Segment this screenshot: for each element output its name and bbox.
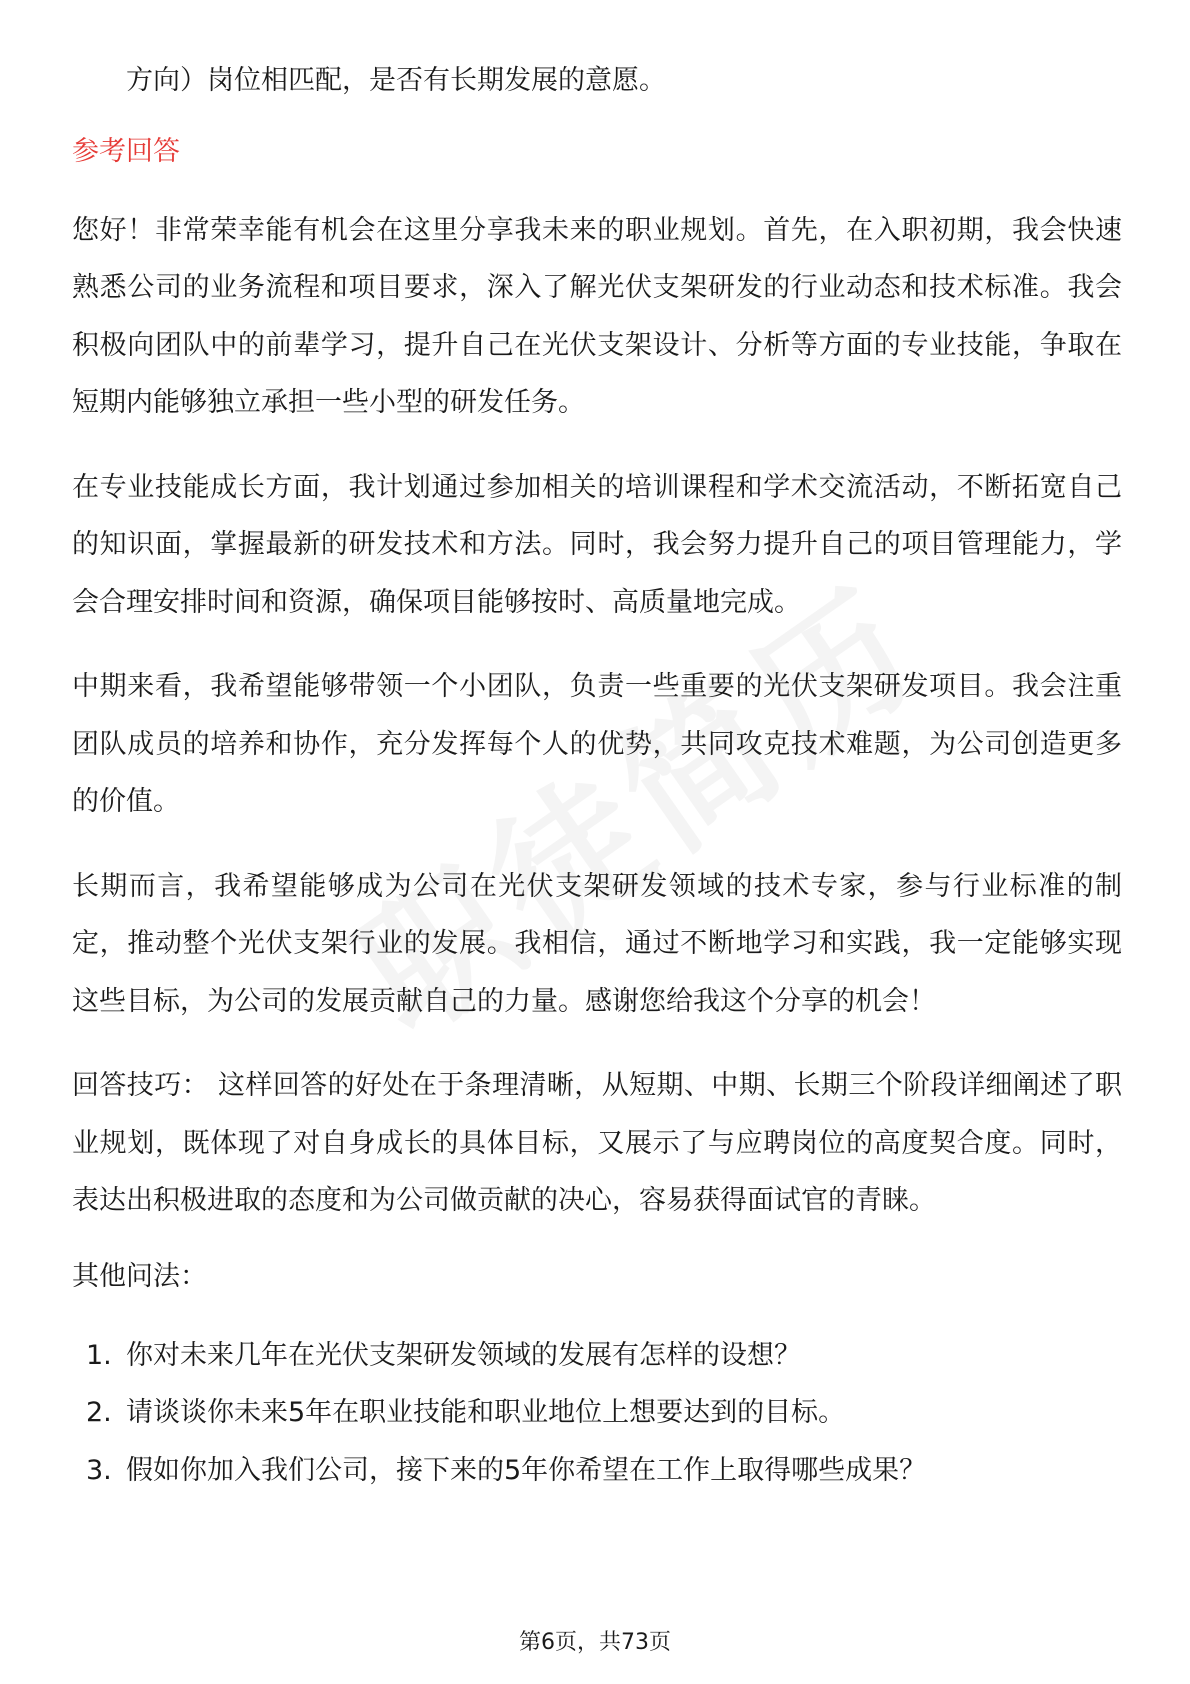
list-item-text: 请谈谈你未来5年在职业技能和职业地位上想要达到的目标。 <box>126 1397 846 1428</box>
answer-paragraph-2: 在专业技能成长方面，我计划通过参加相关的培训课程和学术交流活动，不断拓宽自己的知识面，掌握最新的研发技术和方法。同时，我会努力提升自己的项目管理能力，学会合理安排时间和资源，确保项目能够按时、高质量地完成。 <box>72 471 1122 618</box>
list-item <box>72 1442 1122 1500</box>
list-item <box>72 1327 1122 1385</box>
other-questions-heading: 其他问法： <box>72 1260 207 1292</box>
list-item-number: 3. <box>86 1454 112 1486</box>
list-item-text: 假如你加入我们公司，接下来的5年你希望在工作上取得哪些成果？ <box>126 1454 927 1486</box>
list-item-number: 1. <box>86 1339 112 1371</box>
page-number-footer: 第6页，共73页 <box>519 1630 671 1655</box>
answer-tips-paragraph: 回答技巧： 这样回答的好处在于条理清晰，从短期、中期、长期三个阶段详细阐述了职业规划，既体现了对自身成长的具体目标，又展示了与应聘岗位的高度契合度。同时，表达出积极进取的态度和为公司做贡献的决心，容易获得面试官的青睐。 <box>72 1070 1122 1216</box>
answer-paragraph-4: 长期而言，我希望能够成为公司在光伏支架研发领域的技术专家，参与行业标准的制定，推动整个光伏支架行业的发展。我相信，通过不断地学习和实践，我一定能够实现这些目标，为公司的发展贡献自己的力量。感谢您给我这个分享的机会！ <box>72 870 1122 1017</box>
answer-paragraph-3: 中期来看，我希望能够带领一个小团队，负责一些重要的光伏支架研发项目。我会注重团队成员的培养和协作，充分发挥每个人的优势，共同攻克技术难题，为公司创造更多的价值。 <box>72 671 1122 817</box>
other-questions-list <box>72 1327 1122 1500</box>
list-item <box>72 1384 1122 1442</box>
list-item-text: 你对未来几年在光伏支架研发领域的发展有怎样的设想？ <box>126 1339 801 1371</box>
reference-answer-heading: 参考回答 <box>72 135 180 167</box>
page-content <box>72 52 1122 1499</box>
list-item-number: 2. <box>86 1397 112 1428</box>
continued-question-line: 方向）岗位相匹配，是否有长期发展的意愿。 <box>126 65 666 96</box>
answer-paragraph-1: 您好！非常荣幸能有机会在这里分享我未来的职业规划。首先，在入职初期，我会快速熟悉公司的业务流程和项目要求，深入了解光伏支架研发的行业动态和技术标准。我会积极向团队中的前辈学习，提升自己在光伏支架设计、分析等方面的专业技能，争取在短期内能够独立承担一些小型的研发任务。 <box>72 214 1122 418</box>
